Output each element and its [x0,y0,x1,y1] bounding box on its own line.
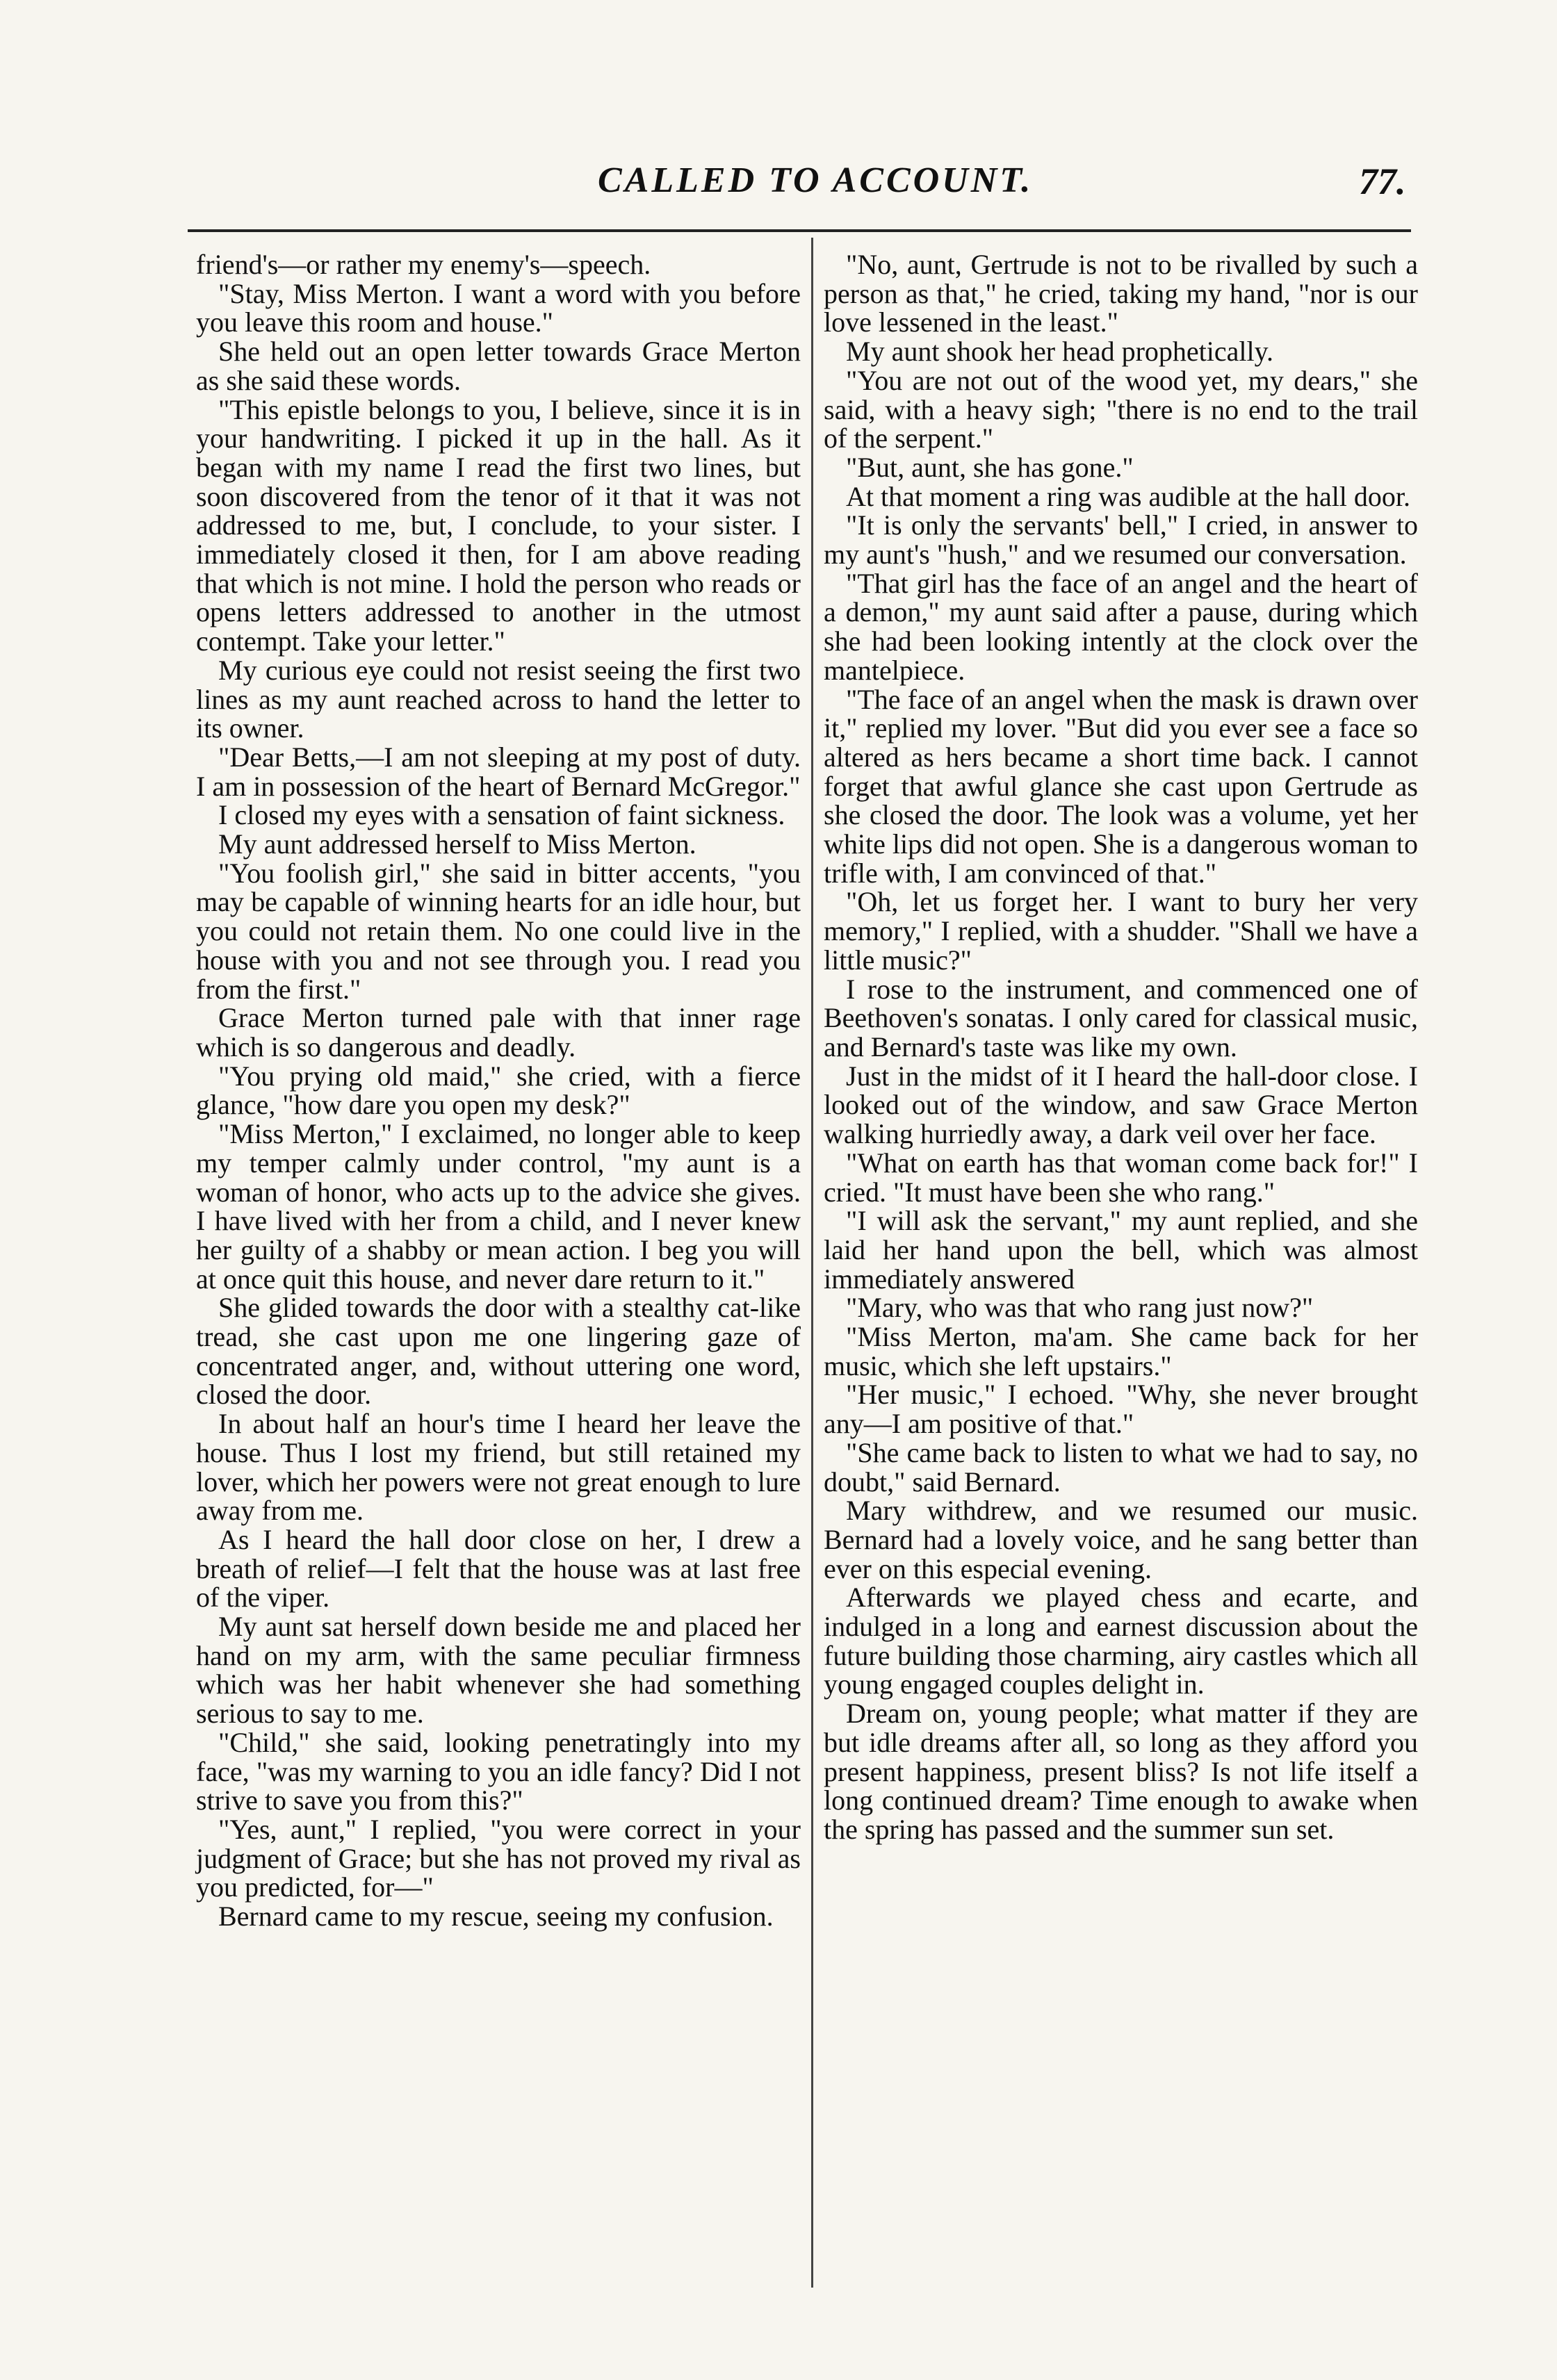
paragraph: Bernard came to my rescue, seeing my confusion. [218,1901,774,1932]
paragraph: "You are not out of the wood yet, my dears," she said, with a heavy sigh; "there is no end to the trail of the serpent." [824,364,1418,454]
right-column [824,250,1418,1844]
page-header [0,146,1557,208]
paragraph: "Her music," I echoed. "Why, she never brought any—I am positive of that." [824,1379,1418,1440]
paragraph: I rose to the instrument, and commenced one of Beethoven's sonatas. I only cared for classical music, and Bernard's taste was like my own. [824,973,1418,1062]
paragraph: "Mary, who was that who rang just now?" [846,1292,1314,1324]
paragraph: My aunt shook her head prophetically. [846,336,1274,368]
paragraph: "Oh, let us forget her. I want to bury her very memory," I replied, with a shudder. "Shall we have a little music?" [824,886,1418,976]
paragraph: She glided towards the door with a stealthy cat-like tread, she cast upon me one lingering gaze of concentrated anger, and, without uttering one word, closed the door. [196,1292,801,1411]
paragraph: "Miss Merton," I exclaimed, no longer able to keep my temper calmly under control, "my aunt is a woman of honor, who acts up to the advice she gives. I have lived with her from a child, and I never knew her guilty of a shabby or mean action. I beg you will at once quit this house, and never dare return to it." [196,1118,801,1295]
running-title: CALLED TO ACCOUNT. [598,161,1034,200]
column-divider [811,238,813,2288]
paragraph: My curious eye could not resist seeing the first two lines as my aunt reached across to hand the letter to its owner. [196,654,801,744]
paragraph: Grace Merton turned pale with that inner rage which is so dangerous and deadly. [196,1002,801,1062]
paragraph: My aunt sat herself down beside me and placed her hand on my arm, with the same peculiar firmness which was her habit whenever she had something serious to say to me. [196,1611,801,1730]
paragraph: My aunt addressed herself to Miss Merton. [218,828,696,860]
paragraph: As I heard the hall door close on her, I drew a breath of relief—I felt that the house was at last free of the viper. [196,1523,801,1614]
paragraph: "The face of an angel when the mask is drawn over it," replied my lover. "But did you ever see a face so altered as hers became a short time back. I cannot forget that awful glance she cast upon Gertrude as she closed the door. The look was a volume, yet her white lips did not open. She is a dangerous woman to trifle with, I am convinced of that." [824,683,1418,889]
paragraph: "You foolish girl," she said in bitter accents, "you may be capable of winning hearts for an idle hour, but you could not retain them. No one could live in the house with you and not see through you. I read you from the first." [196,857,801,1005]
paragraph: "Yes, aunt," I replied, "you were correct in your judgment of Grace; but she has not proved my rival as you predicted, for—" [196,1813,801,1903]
paragraph: At that moment a ring was audible at the hall door. [846,480,1411,512]
paragraph: Dream on, young people; what matter if they are but idle dreams after all, so long as they afford you present happiness, present bliss? Is not life itself a long continued dream? Time enough to awake when the spring has passed and the summer sun set. [824,1698,1418,1845]
paragraph: "But, aunt, she has gone." [846,451,1134,483]
paragraph: Mary withdrew, and we resumed our music. Bernard had a lovely voice, and he sang better than ever on this especial evening. [824,1495,1418,1584]
paragraph: Just in the midst of it I heard the hall-door close. I looked out of the window, and saw Grace Merton walking hurriedly away, a dark veil over her face. [824,1060,1418,1150]
paragraph: "It is only the servants' bell," I cried, in answer to my aunt's "hush," and we resumed our conversation. [824,509,1418,571]
paragraph: "I will ask the servant," my aunt replied, and she laid her hand upon the bell, which was almost immediately answered [824,1205,1418,1295]
paragraph: "This epistle belongs to you, I believe, since it is in your handwriting. I picked it up in the hall. As it began with my name I read the first two lines, but soon discovered from the tenor of it that it was not addressed to me, but, I conclude, to your sister. I immediately closed it then, for I am above reading that which is not mine. I hold the person who reads or opens letters addressed to another in the utmost contempt. Take your letter." [196,393,801,657]
paragraph: Afterwards we played chess and ecarte, and indulged in a long and earnest discussion about the future building those charming, airy castles which all young engaged couples delight in. [824,1582,1418,1700]
page-number: 77. [1359,161,1406,202]
paragraph: In about half an hour's time I heard her leave the house. Thus I lost my friend, but still retained my lover, which her powers were not great enough to lure away from me. [196,1408,801,1527]
paragraph: I closed my eyes with a sensation of faint sickness. [218,799,785,831]
paragraph: "Child," she said, looking penetratingly into my face, "was my warning to you an idle fancy? Did I not strive to save you from this?" [196,1726,801,1816]
paragraph: "What on earth has that woman come back for!" I cried. "It must have been she who rang." [824,1147,1418,1208]
paragraph: "Stay, Miss Merton. I want a word with you before you leave this room and house." [196,277,801,338]
paragraph: "That girl has the face of an angel and the heart of a demon," my aunt said after a pause, during which she had been looking intently at the clock over the mantelpiece. [824,567,1418,686]
paragraph: "Miss Merton, ma'am. She came back for her music, which she left upstairs." [824,1321,1418,1381]
paragraph: friend's—or rather my enemy's—speech. [196,249,651,280]
letter-quote: "Dear Betts,—I am not sleeping at my post of duty. I am in possession of the heart of Bernard McGregor." [196,741,801,802]
paragraph: She held out an open letter towards Grace Merton as she said these words. [196,336,801,396]
left-column [196,250,801,1931]
paragraph: "She came back to listen to what we had to say, no doubt," said Bernard. [824,1436,1418,1497]
paragraph: "You prying old maid," she cried, with a fierce glance, "how dare you open my desk?" [196,1060,801,1121]
paragraph: "No, aunt, Gertrude is not to be rivalled by such a person as that," he cried, taking my hand, "nor is our love lessened in the least." [824,249,1418,338]
header-rule [188,229,1411,232]
